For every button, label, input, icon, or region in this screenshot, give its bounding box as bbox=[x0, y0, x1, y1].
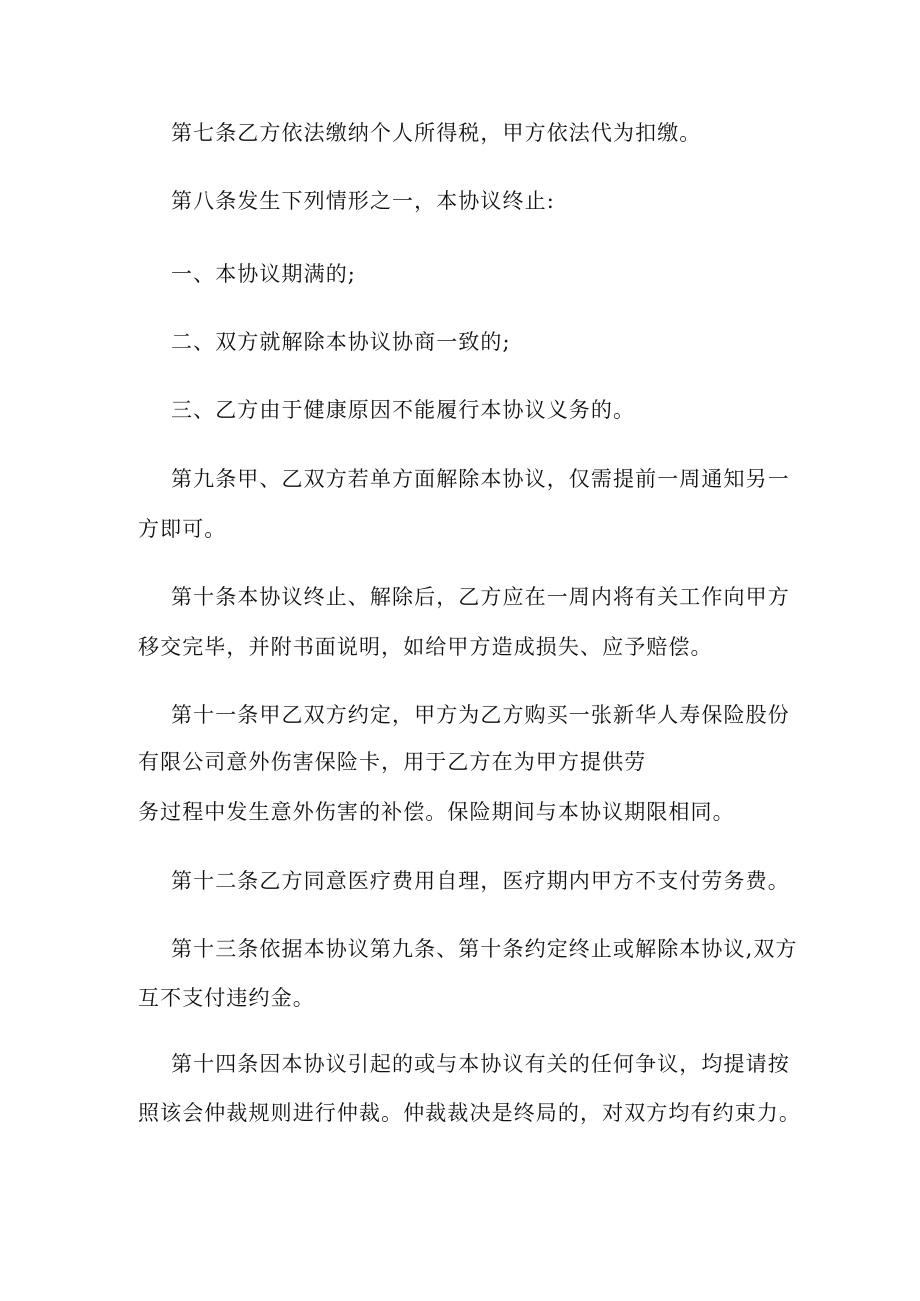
clause-12-line-1: 第十二条乙方同意医疗费用自理，医疗期内甲方不支付劳务费。 bbox=[171, 869, 790, 893]
clause-8-item-1: 一、本协议期满的; bbox=[171, 262, 356, 286]
clause-8-item-3: 三、乙方由于健康原因不能履行本协议义务的。 bbox=[171, 398, 636, 422]
clause-10-line-1: 第十条本协议终止、解除后，乙方应在一周内将有关工作向甲方 bbox=[171, 585, 790, 609]
clause-14-line-1: 第十四条因本协议引起的或与本协议有关的任何争议，均提请按 bbox=[171, 1052, 790, 1076]
clause-11-line-3: 务过程中发生意外伤害的补偿。保险期间与本协议期限相同。 bbox=[138, 800, 735, 824]
clause-9-line-1: 第九条甲、乙双方若单方面解除本协议，仅需提前一周通知另一 bbox=[171, 467, 790, 491]
clause-8-line-1: 第八条发生下列情形之一，本协议终止: bbox=[171, 189, 555, 213]
clause-11-line-2: 有限公司意外伤害保险卡，用于乙方在为甲方提供劳 bbox=[138, 750, 647, 774]
clause-10-line-2: 移交完毕，并附书面说明，如给甲方造成损失、应予赔偿。 bbox=[138, 635, 713, 659]
clause-9-line-2: 方即可。 bbox=[138, 517, 227, 541]
clause-13-line-1: 第十三条依据本协议第九条、第十条约定终止或解除本协议,双方 bbox=[171, 937, 798, 961]
clause-7-line-1: 第七条乙方依法缴纳个人所得税，甲方依法代为扣缴。 bbox=[171, 121, 702, 145]
clause-14-line-2: 照该会仲裁规则进行仲裁。仲裁裁决是终局的，对双方均有约束力。 bbox=[138, 1101, 801, 1125]
clause-11-line-1: 第十一条甲乙双方约定，甲方为乙方购买一张新华人寿保险股份 bbox=[171, 703, 790, 727]
clause-8-item-2: 二、双方就解除本协议协商一致的; bbox=[171, 330, 511, 354]
clause-13-line-2: 互不支付违约金。 bbox=[138, 986, 315, 1010]
